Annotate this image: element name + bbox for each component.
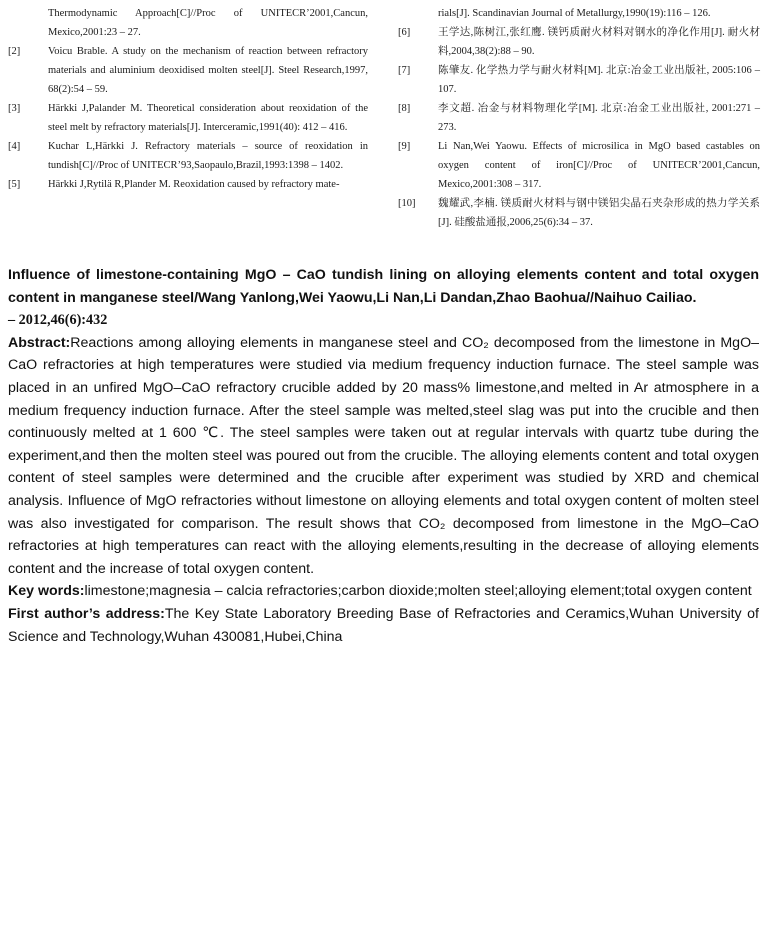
reference-number: [2] — [8, 46, 21, 57]
reference-text: 魏耀武,李楠. 镁质耐火材料与钢中镁铝尖晶石夹杂形成的热力学关系[J]. 硅酸盐通报,2006,25(6):34 – 37. — [438, 198, 760, 228]
reference-text: Härkki J,Rytilä R,Plander M. Reoxidation caused by refractory mate- — [48, 179, 340, 190]
english-abstract-section — [8, 264, 759, 648]
reference-text: Voicu Brable. A study on the mechanism of reaction between refractory materials and aluminium deoxidised molten steel[J]. Steel Research,1997, 68(2):54 – 59. — [48, 46, 368, 95]
article-title: Influence of limestone-containing MgO – CaO tundish lining on alloying elements content and total oxygen content in manganese steel/Wang Yanlong,Wei Yaowu,Li Nan,Li Dandan,Zhao Baohua//Naihuo Cailiao. — [8, 267, 759, 306]
address-paragraph — [8, 603, 759, 648]
reference-text: Li Nan,Wei Yaowu. Effects of microsilica in MgO based castables on oxygen content of iron[C]//Proc of UNITECR’2001,Cancun, Mexico,2001:308 – 317. — [438, 141, 760, 190]
reference-item — [8, 4, 368, 42]
reference-number: [9] — [398, 141, 411, 152]
reference-item — [398, 99, 760, 137]
reference-column-left — [8, 4, 368, 194]
reference-number: [3] — [8, 103, 21, 114]
reference-text: 李文超. 冶金与材料物理化学[M]. 北京:冶金工业出版社, 2001:271 – 273. — [438, 103, 760, 133]
reference-text: rials[J]. Scandinavian Journal of Metallurgy,1990(19):116 – 126. — [438, 8, 711, 19]
address-label: First author’s address: — [8, 605, 165, 622]
reference-item — [398, 4, 760, 23]
reference-text: 王学达,陈树江,张红鹰. 镁钙质耐火材料对钢水的净化作用[J]. 耐火材料,2004,38(2):88 – 90. — [438, 27, 760, 57]
reference-number: [5] — [8, 179, 21, 190]
reference-number: [7] — [398, 65, 411, 76]
reference-text: Kuchar L,Härkki J. Refractory materials – source of reoxidation in tundish[C]//Proc of UNITECR’93,Saopaulo,Brazil,1993:1398 – 1402. — [48, 141, 368, 171]
article-citation: – 2012,46(6):432 — [8, 312, 108, 329]
reference-text: 陈肇友. 化学热力学与耐火材料[M]. 北京:冶金工业出版社, 2005:106 – 107. — [438, 65, 760, 95]
reference-item — [8, 42, 368, 99]
reference-item — [398, 194, 760, 232]
reference-item — [398, 61, 760, 99]
reference-item — [8, 137, 368, 175]
reference-text: Härkki J,Palander M. Theoretical consideration about reoxidation of the steel melt by refractory materials[J]. Interceramic,1991(40): 412 – 416. — [48, 103, 368, 133]
abstract-text: Reactions among alloying elements in manganese steel and CO₂ decomposed from the limestone in MgO–CaO refractories at high temperatures were studied via medium frequency induction furnace. The steel sample was placed in an unfired MgO–CaO refractory crucible added by 20 mass% limestone,and melted in Ar atmosphere in a medium frequency induction furnace. After the steel sample was melted,steel slag was put into the crucible and then continuously melted at 1 600 ℃. The steel samples were taken out at regular intervals with quartz tube during the experiment,and then the molten steel was poured out from the crucible. The alloying elements content and total oxygen content of steel samples were determined and the crucible after experiment was studied by XRD and chemical analysis. Influence of MgO refractories without limestone on alloying elements and total oxygen content of molten steel was also investigated for comparison. The result shows that CO₂ decomposed from limestone in the MgO–CaO refractories at high temperatures can react with the alloying elements,resulting in the decrease of alloying elements content and the increase of total oxygen content. — [8, 334, 759, 577]
article-title-block — [8, 264, 759, 332]
reference-item — [8, 99, 368, 137]
reference-item — [398, 23, 760, 61]
abstract-label: Abstract: — [8, 334, 71, 351]
keywords-paragraph — [8, 580, 759, 603]
reference-number: [10] — [398, 198, 416, 209]
abstract-paragraph — [8, 332, 759, 581]
reference-item — [398, 137, 760, 194]
keywords-text: limestone;magnesia – calcia refractories;carbon dioxide;molten steel;alloying element;total oxygen content — [84, 583, 752, 600]
reference-item — [8, 175, 368, 194]
reference-list — [0, 0, 766, 250]
keywords-label: Key words: — [8, 583, 85, 600]
reference-column-right — [398, 4, 760, 232]
reference-text: Thermodynamic Approach[C]//Proc of UNITECR’2001,Cancun, Mexico,2001:23 – 27. — [48, 8, 368, 38]
reference-number: [6] — [398, 27, 411, 38]
reference-number: [8] — [398, 103, 411, 114]
reference-number: [4] — [8, 141, 21, 152]
address-text: The Key State Laboratory Breeding Base of Refractories and Ceramics,Wuhan University of Science and Technology,Wuhan 430081,Hubei,China — [8, 605, 759, 645]
